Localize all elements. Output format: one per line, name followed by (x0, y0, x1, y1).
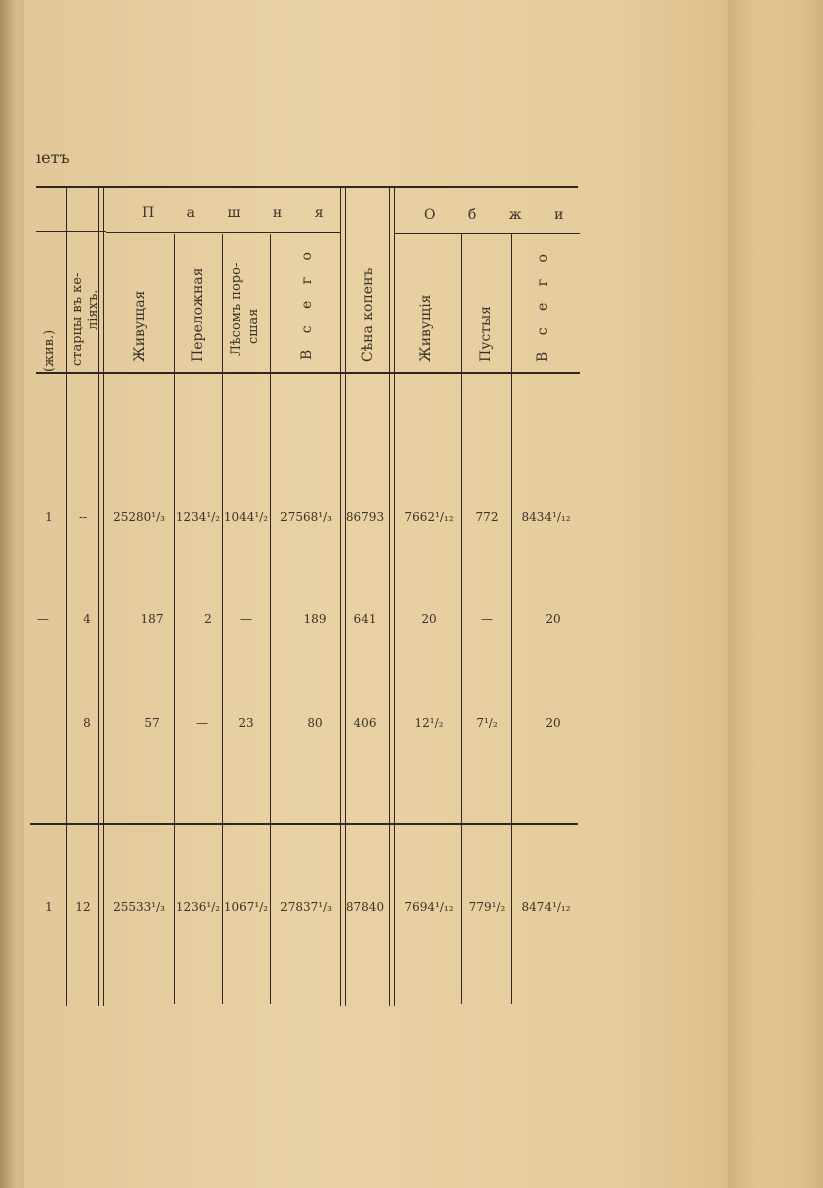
row3-cell-3: — (196, 716, 208, 730)
scanned-page (24, 0, 724, 1188)
header-vsego-pashnya: В с е г о (299, 246, 315, 360)
header-perelozhnaya: Переложная (190, 267, 206, 362)
total-cell-0: 1 (45, 900, 53, 914)
row3-cell-5: 80 (307, 716, 323, 730)
col-rule-double-6 (340, 186, 346, 1006)
row2-cell-4: — (240, 612, 252, 626)
group-header-obzhi: О б ж и (424, 207, 578, 223)
row1-cell-4: 1044¹/₂ (223, 510, 269, 524)
row2-cell-5: 189 (303, 612, 327, 626)
header-sub-rule-obzhi (394, 233, 580, 234)
header-startsy-line2: ліяхъ. (86, 289, 101, 330)
total-cell-3: 1236¹/₂ (175, 900, 221, 914)
row3-cell-1: 8 (83, 716, 91, 730)
row3-cell-6: 406 (353, 716, 377, 730)
total-cell-4: 1067¹/₂ (223, 900, 269, 914)
row1-cell-8: 772 (475, 510, 499, 524)
header-sub-rule-left (36, 231, 106, 232)
top-fragment-text: ıетъ (36, 148, 70, 167)
row2-cell-7: 20 (421, 612, 437, 626)
row2-cell-0: — (37, 612, 49, 626)
row2-cell-8: — (481, 612, 493, 626)
header-lesom-line1: Лѣсомъ поро- (229, 262, 244, 356)
header-bottom-rule (36, 372, 580, 374)
col-rule-3 (174, 234, 175, 1004)
total-cell-2: 25533¹/₃ (113, 900, 165, 914)
total-cell-7: 7694¹/₁₂ (404, 900, 454, 914)
total-cell-6: 87840 (345, 900, 385, 914)
row3-cell-2: 57 (144, 716, 160, 730)
col-rule-1 (66, 186, 67, 1006)
row1-cell-9: 8434¹/₁₂ (521, 510, 571, 524)
row1-cell-3: 1234¹/₂ (175, 510, 221, 524)
totals-rule (30, 823, 578, 825)
row1-cell-1: -- (78, 510, 88, 524)
row2-cell-6: 641 (353, 612, 377, 626)
col-rule-double-7 (389, 186, 395, 1006)
header-sena: Сѣна копенъ (360, 267, 376, 362)
header-vsego-obzhi: В с е г о (535, 248, 551, 362)
row1-cell-0: 1 (45, 510, 53, 524)
header-pustyya: Пустыя (478, 305, 494, 362)
header-lesom-line2: сшая (246, 308, 261, 344)
header-sub-rule-pashnya (106, 232, 340, 233)
col-rule-5 (270, 234, 271, 1004)
page-right-strip (728, 0, 823, 1188)
row2-cell-3: 2 (204, 612, 212, 626)
row3-cell-7: 12¹/₂ (414, 716, 444, 730)
row2-cell-2: 187 (140, 612, 164, 626)
group-header-pashnya: П а ш н я (142, 205, 338, 221)
total-cell-5: 27837¹/₃ (280, 900, 332, 914)
total-cell-1: 12 (75, 900, 91, 914)
header-zhiv: (жив.) (42, 329, 57, 372)
row2-cell-1: 4 (83, 612, 91, 626)
row2-cell-9: 20 (545, 612, 561, 626)
row3-cell-4: 23 (238, 716, 254, 730)
total-cell-8: 779¹/₂ (468, 900, 506, 914)
header-zhivushchia: Живущія (418, 294, 434, 362)
row3-cell-8: 7¹/₂ (476, 716, 498, 730)
row1-cell-5: 27568¹/₃ (280, 510, 332, 524)
row3-cell-9: 20 (545, 716, 561, 730)
header-startsy-line1: старцы въ ке- (70, 272, 85, 366)
row1-cell-6: 86793 (345, 510, 385, 524)
row1-cell-2: 25280¹/₃ (113, 510, 165, 524)
row1-cell-7: 7662¹/₁₂ (404, 510, 454, 524)
total-cell-9: 8474¹/₁₂ (521, 900, 571, 914)
header-zhivushchaya: Живущая (132, 290, 148, 362)
table-top-rule (36, 186, 578, 188)
